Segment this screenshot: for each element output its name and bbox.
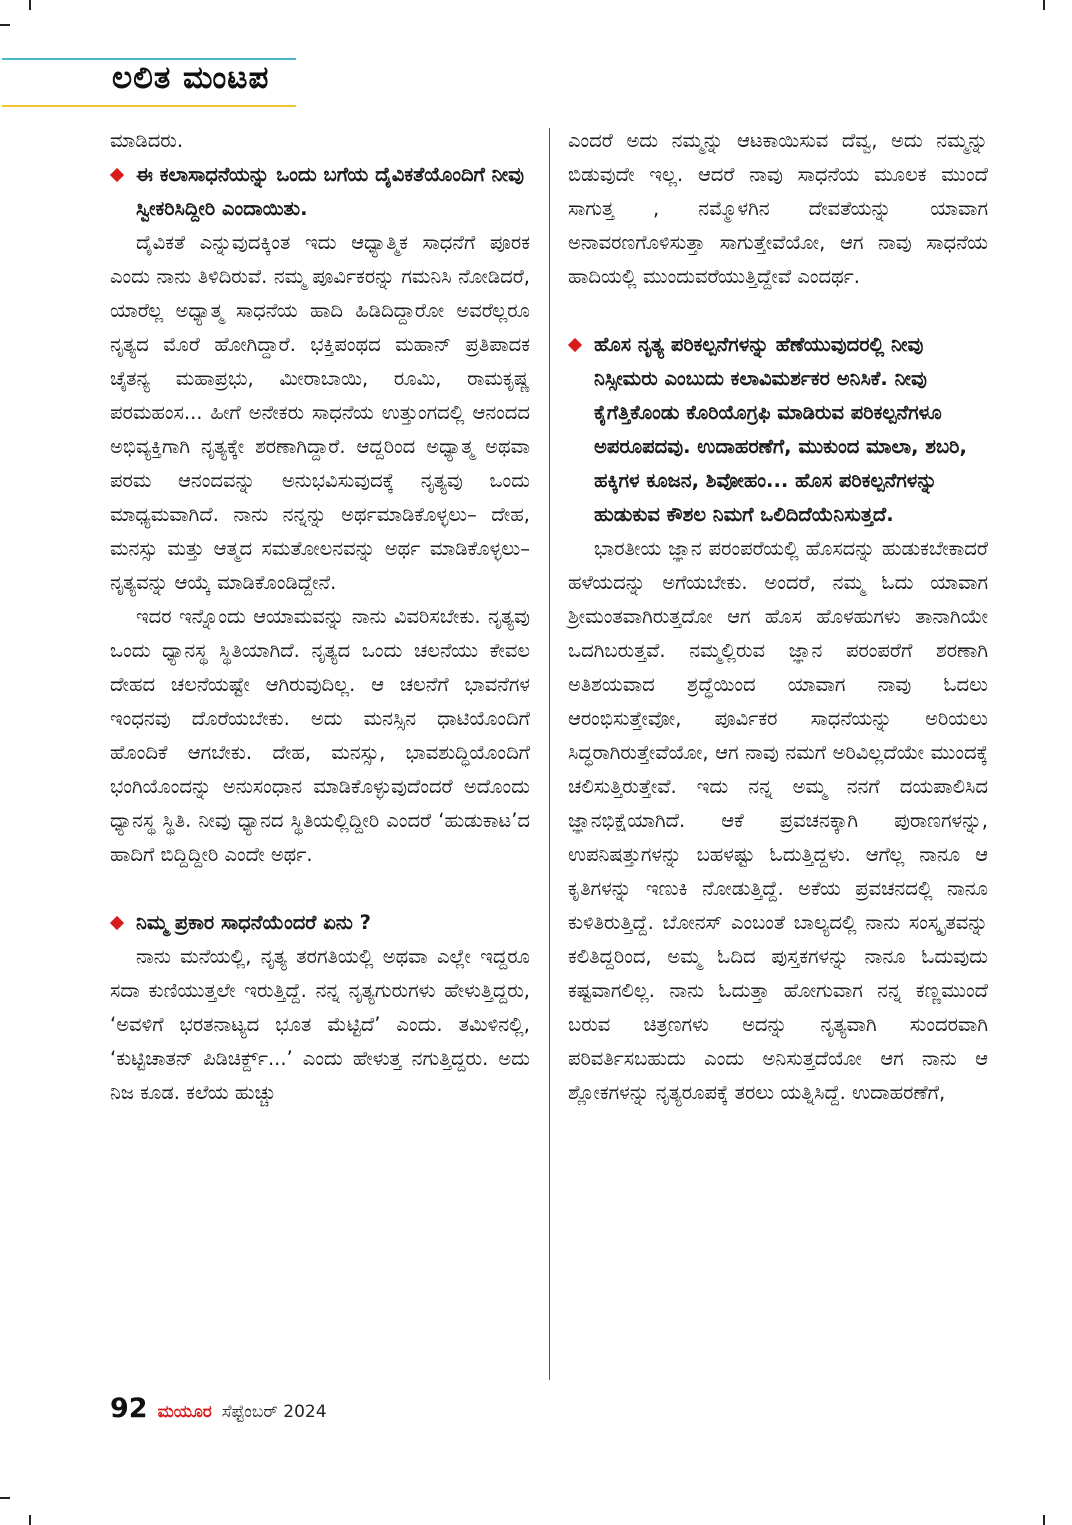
column-divider bbox=[549, 128, 550, 1380]
answer-paragraph: ಇದರ ಇನ್ನೊಂದು ಆಯಾಮವನ್ನು ನಾನು ವಿವರಿಸಬೇಕು. ನೃತ್ಯವು ಒಂದು ಧ್ಯಾನಸ್ಥ ಸ್ಥಿತಿಯಾಗಿದೆ. ನೃತ್ಯದ ಒಂದು ಚಲನೆಯು ಕೇವಲ ದೇಹದ ಚಲನೆಯಷ್ಟೇ ಆಗಿರುವುದಿಲ್ಲ. ಆ ಚಲನೆಗೆ ಭಾವನೆಗಳ ಇಂಧನವು ದೊರೆಯಬೇಕು. ಅದು ಮನಸ್ಸಿನ ಧಾಟಿಯೊಂದಿಗೆ ಹೊಂದಿಕೆ ಆಗಬೇಕು. ದೇಹ, ಮನಸ್ಸು, ಭಾವಶುದ್ಧಿಯೊಂದಿಗೆ ಭಂಗಿಯೊಂದನ್ನು ಅನುಸಂಧಾನ ಮಾಡಿಕೊಳ್ಳುವುದೆಂದರೆ ಅದೊಂದು ಧ್ಯಾನಸ್ಥ ಸ್ಥಿತಿ. ನೀವು ಧ್ಯಾನದ ಸ್ಥಿತಿಯಲ್ಲಿದ್ದೀರಿ ಎಂದರೆ ‘ಹುಡುಕಾಟ’ದ ಹಾದಿಗೆ ಬಿದ್ದಿದ್ದೀರಿ ಎಂದೇ ಅರ್ಥ. bbox=[110, 605, 530, 866]
interview-question bbox=[568, 328, 988, 532]
issue-date: ಸೆಪ್ಟೆಂಬರ್ 2024 bbox=[221, 1402, 327, 1422]
magazine-logo: ಮಯೂರ bbox=[157, 1402, 212, 1422]
red-diamond-icon bbox=[110, 916, 124, 930]
answer-paragraph: ದೈವಿಕತೆ ಎನ್ನುವುದಕ್ಕಿಂತ ಇದು ಆಧ್ಯಾತ್ಮಿಕ ಸಾಧನೆಗೆ ಪೂರಕ ಎಂದು ನಾನು ತಿಳಿದಿರುವೆ. ನಮ್ಮ ಪೂರ್ವಿಕರನ್ನು ಗಮನಿಸಿ ನೋಡಿದರೆ, ಯಾರೆಲ್ಲ ಅಧ್ಯಾತ್ಮ ಸಾಧನೆಯ ಹಾದಿ ಹಿಡಿದಿದ್ದಾರೋ ಅವರೆಲ್ಲರೂ ನೃತ್ಯದ ಮೊರೆ ಹೋಗಿದ್ದಾರೆ. ಭಕ್ತಿಪಂಥದ ಮಹಾನ್ ಪ್ರತಿಪಾದಕ ಚೈತನ್ಯ ಮಹಾಪ್ರಭು, ಮೀರಾಬಾಯಿ, ರೂಮಿ, ರಾಮಕೃಷ್ಣ ಪರಮಹಂಸ... ಹೀಗೆ ಅನೇಕರು ಸಾಧನೆಯ ಉತ್ತುಂಗದಲ್ಲಿ ಆನಂದದ ಅಭಿವ್ಯಕ್ತಿಗಾಗಿ ನೃತ್ಯಕ್ಕೇ ಶರಣಾಗಿದ್ದಾರೆ. ಆದ್ದರಿಂದ ಅಧ್ಯಾತ್ಮ ಅಥವಾ ಪರಮ ಆನಂದವನ್ನು ಅನುಭವಿಸುವುದಕ್ಕೆ ನೃತ್ಯವು ಒಂದು ಮಾಧ್ಯಮವಾಗಿದೆ. ನಾನು ನನ್ನನ್ನು ಅರ್ಥಮಾಡಿಕೊಳ್ಳಲು– ದೇಹ, ಮನಸ್ಸು ಮತ್ತು ಆತ್ಮದ ಸಮತೋಲನವನ್ನು ಅರ್ಥ ಮಾಡಿಕೊಳ್ಳಲು– ನೃತ್ಯವನ್ನು ಆಯ್ಕೆ ಮಾಡಿಕೊಂಡಿದ್ದೇನೆ. bbox=[110, 231, 530, 594]
page-number: 92 bbox=[110, 1393, 148, 1424]
red-diamond-icon bbox=[568, 338, 582, 352]
question-text: ಹೊಸ ನೃತ್ಯ ಪರಿಕಲ್ಪನೆಗಳನ್ನು ಹೆಣೆಯುವುದರಲ್ಲಿ ನೀವು ನಿಸ್ಸೀಮರು ಎಂಬುದು ಕಲಾವಿಮರ್ಶಕರ ಅನಿಸಿಕೆ. ನೀವು ಕೈಗೆತ್ತಿಕೊಂಡು ಕೊರಿಯೊಗ್ರಫಿ ಮಾಡಿರುವ ಪರಿಕಲ್ಪನೆಗಳೂ ಅಪರೂಪದವು. ಉದಾಹರಣೆಗೆ, ಮುಕುಂದ ಮಾಲಾ, ಶಬರಿ, ಹಕ್ಕಿಗಳ ಕೂಜನ, ಶಿವೋಹಂ... ಹೊಸ ಪರಿಕಲ್ಪನೆಗಳನ್ನು ಹುಡುಕುವ ಕೌಶಲ ನಿಮಗೆ ಒಲಿದಿದೆಯೆನಿಸುತ್ತದೆ. bbox=[594, 333, 967, 526]
right-column bbox=[568, 124, 988, 1110]
paragraph-continuation: ಮಾಡಿದರು. bbox=[110, 129, 184, 152]
page-footer bbox=[110, 1393, 327, 1424]
crop-mark bbox=[0, 24, 10, 26]
left-column bbox=[110, 124, 530, 1110]
crop-mark bbox=[29, 0, 31, 10]
spacer bbox=[110, 872, 530, 906]
interview-question bbox=[110, 158, 530, 226]
question-text: ನಿಮ್ಮ ಪ್ರಕಾರ ಸಾಧನೆಯೆಂದರೆ ಏನು ? bbox=[136, 911, 371, 934]
spacer bbox=[568, 294, 988, 328]
paragraph-continuation: ಎಂದರೆ ಅದು ನಮ್ಮನ್ನು ಆಟಕಾಯಿಸುವ ದೆವ್ವ, ಅದು ನಮ್ಮನ್ನು ಬಿಡುವುದೇ ಇಲ್ಲ. ಆದರೆ ನಾವು ಸಾಧನೆಯ ಮೂಲಕ ಮುಂದೆ ಸಾಗುತ್ತ , ನಮ್ಮೊಳಗಿನ ದೇವತೆಯನ್ನು ಯಾವಾಗ ಅನಾವರಣಗೊಳಿಸುತ್ತಾ ಸಾಗುತ್ತೇವೆಯೋ, ಆಗ ನಾವು ಸಾಧನೆಯ ಹಾದಿಯಲ್ಲಿ ಮುಂದುವರೆಯುತ್ತಿದ್ದೇವೆ ಎಂದರ್ಥ. bbox=[568, 129, 988, 288]
answer-paragraph: ನಾನು ಮನೆಯಲ್ಲಿ, ನೃತ್ಯ ತರಗತಿಯಲ್ಲಿ ಅಥವಾ ಎಲ್ಲೇ ಇದ್ದರೂ ಸದಾ ಕುಣಿಯುತ್ತಲೇ ಇರುತ್ತಿದ್ದೆ. ನನ್ನ ನೃತ್ಯಗುರುಗಳು ಹೇಳುತ್ತಿದ್ದರು, ‘ಅವಳಿಗೆ ಭರತನಾಟ್ಯದ ಭೂತ ಮೆಟ್ಟಿದೆ’ ಎಂದು. ತಮಿಳಿನಲ್ಲಿ, ‘ಕುಟ್ಟಿಚಾತನ್ ಪಿಡಿಚಿರ್ಕ್ದ್...’ ಎಂದು ಹೇಳುತ್ತ ನಗುತ್ತಿದ್ದರು. ಅದು ನಿಜ ಕೂಡ. ಕಲೆಯ ಹುಚ್ಚು bbox=[110, 945, 530, 1104]
crop-mark bbox=[1043, 0, 1045, 10]
crop-mark bbox=[1043, 1515, 1045, 1525]
crop-mark bbox=[29, 1515, 31, 1525]
header-rule-yellow bbox=[2, 105, 296, 107]
answer-paragraph: ಭಾರತೀಯ ಜ್ಞಾನ ಪರಂಪರೆಯಲ್ಲಿ ಹೊಸದನ್ನು ಹುಡುಕಬೇಕಾದರೆ ಹಳೆಯದನ್ನು ಅಗೆಯಬೇಕು. ಅಂದರೆ, ನಮ್ಮ ಓದು ಯಾವಾಗ ಶ್ರೀಮಂತವಾಗಿರುತ್ತದೋ ಆಗ ಹೊಸ ಹೊಳಹುಗಳು ತಾನಾಗಿಯೇ ಒದಗಿಬರುತ್ತವೆ. ನಮ್ಮಲ್ಲಿರುವ ಜ್ಞಾನ ಪರಂಪರೆಗೆ ಶರಣಾಗಿ ಅತಿಶಯವಾದ ಶ್ರದ್ಧೆಯಿಂದ ಯಾವಾಗ ನಾವು ಓದಲು ಆರಂಭಿಸುತ್ತೇವೋ, ಪೂರ್ವಿಕರ ಸಾಧನೆಯನ್ನು ಅರಿಯಲು ಸಿದ್ಧರಾಗಿರುತ್ತೇವೆಯೋ, ಆಗ ನಾವು ನಮಗೆ ಅರಿವಿಲ್ಲದೆಯೇ ಮುಂದಕ್ಕೆ ಚಲಿಸುತ್ತಿರುತ್ತೇವೆ. ಇದು ನನ್ನ ಅಮ್ಮ ನನಗೆ ದಯಪಾಲಿಸಿದ ಜ್ಞಾನಭಿಕ್ಷೆಯಾಗಿದೆ. ಆಕೆ ಪ್ರವಚನಕ್ಕಾಗಿ ಪುರಾಣಗಳನ್ನು, ಉಪನಿಷತ್ತುಗಳನ್ನು ಬಹಳಷ್ಟು ಓದುತ್ತಿದ್ದಳು. ಆಗೆಲ್ಲ ನಾನೂ ಆ ಕೃತಿಗಳನ್ನು ಇಣುಕಿ ನೋಡುತ್ತಿದ್ದೆ. ಅಕೆಯ ಪ್ರವಚನದಲ್ಲಿ ನಾನೂ ಕುಳಿತಿರುತ್ತಿದ್ದೆ. ಬೋನಸ್ ಎಂಬಂತೆ ಬಾಲ್ಯದಲ್ಲಿ ನಾನು ಸಂಸ್ಕೃತವನ್ನು ಕಲಿತಿದ್ದರಿಂದ, ಅಮ್ಮ ಓದಿದ ಪುಸ್ತಕಗಳನ್ನು ನಾನೂ ಓದುವುದು ಕಷ್ಟವಾಗಲಿಲ್ಲ. ನಾನು ಓದುತ್ತಾ ಹೋಗುವಾಗ ನನ್ನ ಕಣ್ಣಮುಂದೆ ಬರುವ ಚಿತ್ರಣಗಳು ಅದನ್ನು ನೃತ್ಯವಾಗಿ ಸುಂದರವಾಗಿ ಪರಿವರ್ತಿಸಬಹುದು ಎಂದು ಅನಿಸುತ್ತದೆಯೋ ಆಗ ನಾನು ಆ ಶ್ಲೋಕಗಳನ್ನು ನೃತ್ಯರೂಪಕ್ಕೆ ತರಲು ಯತ್ನಿಸಿದ್ದೆ. ಉದಾಹರಣೆಗೆ, bbox=[568, 537, 988, 1104]
crop-mark bbox=[0, 1497, 10, 1499]
question-text: ಈ ಕಲಾಸಾಧನೆಯನ್ನು ಒಂದು ಬಗೆಯ ದೈವಿಕತೆಯೊಂದಿಗೆ ನೀವು ಸ್ವೀಕರಿಸಿದ್ದೀರಿ ಎಂದಾಯಿತು. bbox=[136, 163, 525, 220]
section-title: ಲಲಿತ ಮಂಟಪ bbox=[112, 60, 270, 96]
interview-question bbox=[110, 906, 530, 940]
red-diamond-icon bbox=[110, 168, 124, 182]
